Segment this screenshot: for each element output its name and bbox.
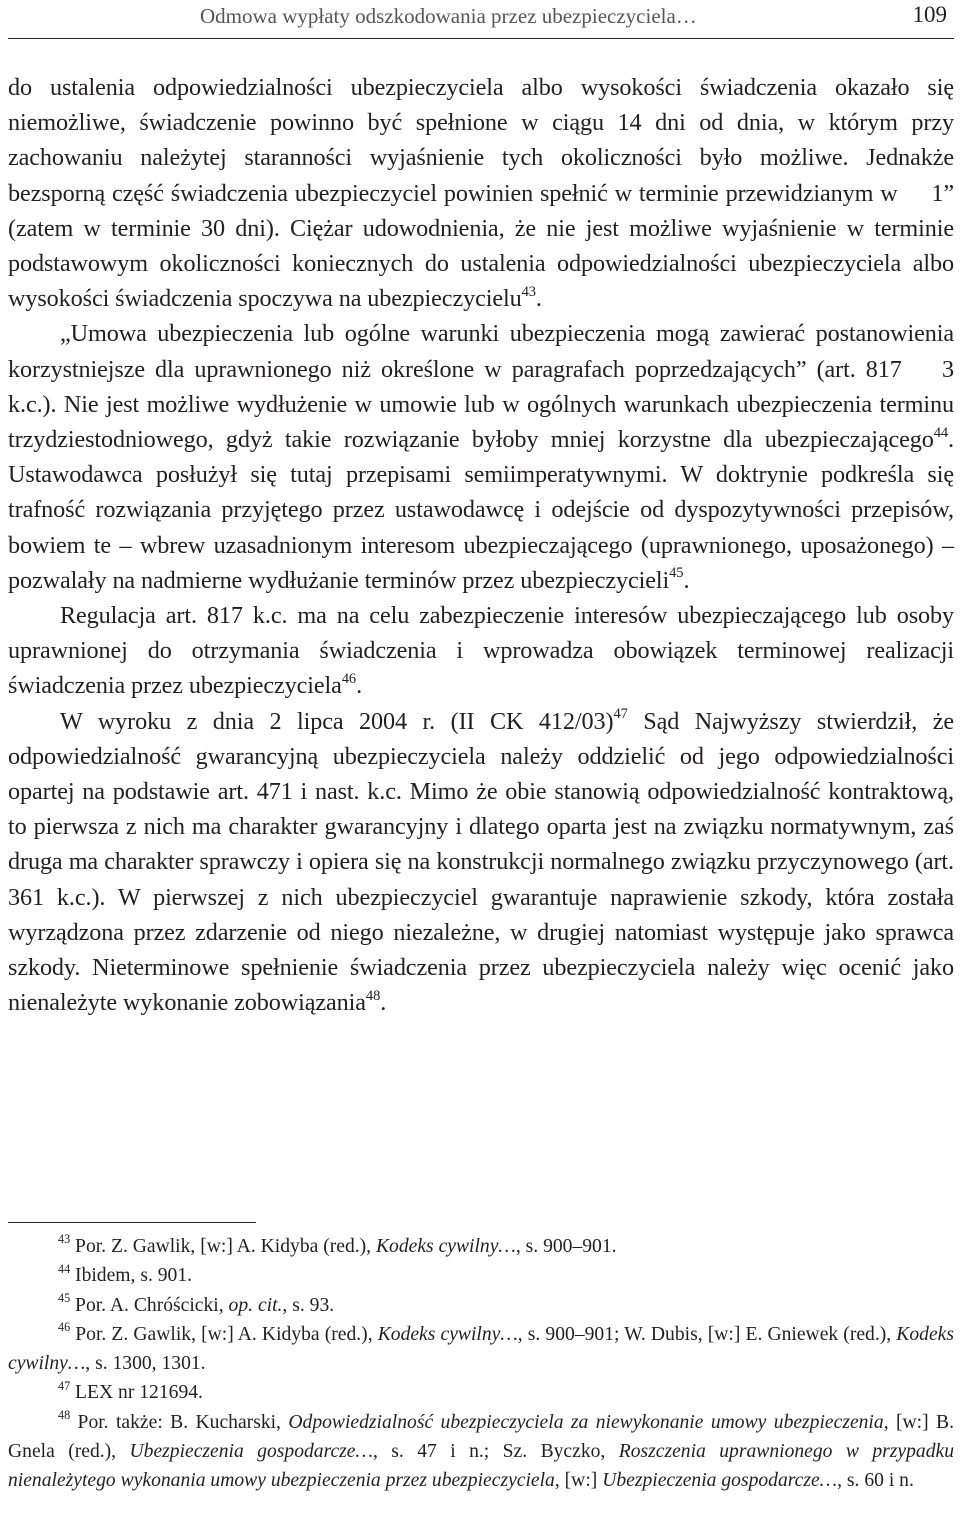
footnote-title: Kodeks cywilny…	[375, 1236, 516, 1257]
footnote-title: Roszczenia uprawnionego w przypadku nienależytego wykonania umowy ubezpieczenia przez ubezpieczyciela	[8, 1441, 954, 1492]
footnote-43	[8, 1232, 954, 1261]
footnote-number: 47	[58, 1378, 71, 1393]
footnote-title: Kodeks cywilny…	[8, 1323, 954, 1375]
paragraph-4-text-b: Sąd Najwyższy stwierdził, że odpowiedzialność gwarancyjną ubezpieczyciela należy oddzielić od jego odpowiedzialności opartej na podstawie art. 471 i nast. k.c. Mimo że obie stanowią odpowiedzialność kontraktową, to pierwsza z nich ma charakter gwarancyjny i dlatego oparta jest na związku normatywnym, zaś druga ma charakter sprawczy i opiera się na konstrukcji normalnego związku przyczynowego (art. 361 k.c.). W pierwszej z nich ubezpieczyciel gwarantuje naprawienie szkody, która została wyrządzona przez zdarzenie od niego niezależne, w drugiej natomiast występuje jako sprawca szkody. Nieterminowe spełnienie świadczenia przez ubezpieczyciela należy więc ocenić jako nienależyte wykonanie zobowiązania	[8, 707, 954, 1017]
footnote-text: , [w:]	[554, 1470, 603, 1492]
paragraph-1-text-a: do ustalenia odpowiedzialności ubezpieczyciela albo wysokości świadczenia okazało się niemożliwe, świadczenie powinno być spełnione w ciągu 14 dni od dnia, w którym przy zachowaniu należytej staranności wyjaśnienie tych okoliczności było możliwe. Jednakże bezsporną część świadczenia ubezpieczyciel powinien spełnić w terminie przewidzianym w	[8, 74, 954, 207]
paragraph-2-text-b: 3 k.c.). Nie jest możliwe wydłużenie w umowie lub w ogólnych warunkach ubezpieczenia terminu trzydziestodniowego, gdyż takie rozwiązanie byłoby mniej korzystne dla ubezpieczającego	[8, 355, 954, 454]
paragraph-2-text-a: „Umowa ubezpieczenia lub ogólne warunki ubezpieczenia mogą zawierać postanowienia korzystniejsze dla uprawnionego niż określone w paragrafach poprzedzających” (art. 817	[8, 320, 954, 383]
body-text	[8, 70, 954, 1020]
footnote-text: , s. 60 i n.	[837, 1470, 914, 1492]
footnote-text: , s. 47 i n.; Sz. Byczko,	[372, 1441, 619, 1463]
paragraph-4-text-c: .	[380, 989, 387, 1017]
footnote-ref-44[interactable]: 44	[933, 424, 949, 441]
footnote-text: , [w:] B. Gnela (red.),	[8, 1411, 955, 1463]
footnote-number: 44	[58, 1261, 71, 1276]
footnote-number: 46	[58, 1320, 71, 1335]
footnote-ref-43[interactable]: 43	[521, 283, 536, 300]
running-title: Odmowa wypłaty odszkodowania przez ubezpieczyciela…	[200, 4, 697, 28]
footnote-48	[8, 1408, 954, 1496]
footnote-text: Ibidem, s. 901.	[75, 1265, 193, 1287]
running-header	[10, 0, 950, 34]
footnote-number: 43	[58, 1232, 71, 1247]
footnote-text: , s. 900–901.	[515, 1236, 617, 1257]
paragraph-2	[8, 316, 954, 598]
paragraph-1	[8, 70, 954, 316]
footnote-text: Por. A. Chróścicki,	[75, 1294, 229, 1316]
footnote-title: op. cit.	[228, 1294, 283, 1316]
footnote-text: LEX nr 121694.	[75, 1382, 203, 1404]
footnote-text: Por. także: B. Kucharski,	[77, 1411, 289, 1433]
paragraph-3-text-b: .	[356, 672, 363, 700]
footnote-45	[8, 1291, 954, 1320]
footnote-ref-46[interactable]: 46	[341, 670, 357, 687]
footnote-title: Ubezpieczenia gospodarcze…	[602, 1470, 838, 1492]
footnote-title: Odpowiedzialność ubezpieczyciela za niewykonanie umowy ubezpieczenia	[288, 1411, 884, 1433]
footnote-44	[8, 1261, 954, 1290]
footnote-title: Kodeks cywilny…	[377, 1323, 518, 1345]
footnote-ref-45[interactable]: 45	[669, 565, 684, 582]
paragraph-1-text-b: 1” (zatem w terminie 30 dni). Ciężar udowodnienia, że nie jest możliwe wyjaśnienie w terminie podstawowym okoliczności koniecznych do ustalenia odpowiedzialności ubezpieczyciela albo wysokości świadczenia spoczywa na ubezpieczycielu	[8, 179, 955, 313]
footnote-number: 48	[58, 1408, 71, 1423]
footnote-ref-47[interactable]: 47	[613, 706, 628, 723]
footnote-text: , s. 1300, 1301.	[85, 1353, 206, 1375]
footnote-47	[8, 1378, 954, 1407]
paragraph-3-text-a: Regulacja art. 817 k.c. ma na celu zabezpieczenie interesów ubezpieczającego lub osoby uprawnionej do otrzymania świadczenia i wprowadza obowiązek terminowej realizacji świadczenia przez ubezpieczyciela	[8, 602, 954, 700]
footnote-text: , s. 900–901; W. Dubis, [w:] E. Gniewek (red.),	[517, 1323, 897, 1345]
footnote-46	[8, 1320, 954, 1379]
footnote-ref-48[interactable]: 48	[365, 987, 381, 1004]
page-number: 109	[912, 2, 947, 27]
footnote-title: Ubezpieczenia gospodarcze…	[129, 1441, 373, 1463]
footnote-separator	[8, 1222, 256, 1223]
footnote-text: , s. 93.	[282, 1294, 335, 1316]
paragraph-4-text-a: W wyroku z dnia 2 lipca 2004 r. (II CK 412/03)	[60, 707, 614, 735]
paragraph-2-text-c: . Ustawodawca posłużył się tutaj przepisami semiimperatywnymi. W doktrynie podkreśla się trafność rozwiązania przyjętego przez ustawodawcę i odejście od dyspozytywności przepisów, bowiem te – wbrew uzasadnionym interesom ubezpieczającego (uprawnionego, uposażonego) – pozwalały na nadmierne wydłużanie terminów przez ubezpieczycieli	[8, 426, 954, 594]
footnote-number: 45	[58, 1290, 71, 1305]
footnote-text: Por. Z. Gawlik, [w:] A. Kidyba (red.),	[75, 1236, 376, 1257]
paragraph-4	[8, 704, 954, 1021]
paragraph-2-text-d: .	[683, 566, 690, 594]
footnotes	[8, 1232, 954, 1496]
footnote-text: Por. Z. Gawlik, [w:] A. Kidyba (red.),	[75, 1323, 378, 1345]
paragraph-3	[8, 598, 954, 704]
header-rule	[8, 38, 954, 39]
paragraph-1-text-c: .	[535, 285, 542, 313]
